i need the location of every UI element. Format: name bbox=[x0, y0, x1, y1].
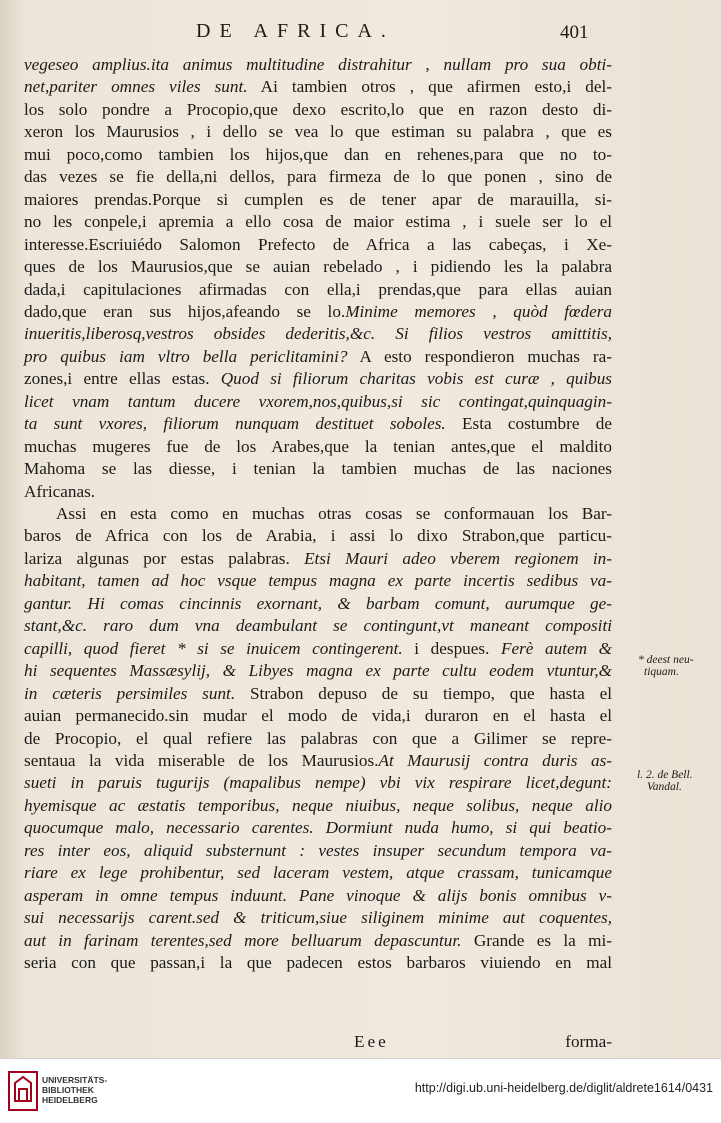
text-line bbox=[24, 413, 612, 435]
spanish-text: dado,que eran sus hijos,afeando se lo. bbox=[24, 301, 346, 321]
latin-quotation: in cæteris persimiles sunt. bbox=[24, 683, 236, 703]
latin-quotation: aut in farinam terentes,sed more belluarum depascuntur. bbox=[24, 930, 462, 950]
spanish-text: interesse.Escriuiédo Salomon Prefecto de Africa a las cabeças, i Xe- bbox=[24, 234, 612, 254]
margin-note-deest: * deest neu- tiquam. bbox=[638, 654, 694, 678]
text-line bbox=[24, 885, 612, 907]
text-line bbox=[24, 99, 612, 121]
spanish-text: dada,i capitulaciones afirmadas con ella,i prendas,que para ellas auian bbox=[24, 279, 612, 299]
text-line bbox=[24, 548, 612, 570]
signature-mark: Eee bbox=[354, 1032, 389, 1051]
latin-quotation: res inter eos, aliquid substernunt : vestes insuper secundum tempora va- bbox=[24, 840, 612, 860]
spanish-text: Esta costumbre de bbox=[445, 414, 612, 434]
latin-quotation: asperam in omne tempus induunt. Pane vinoque & alijs bonis omnibus v- bbox=[24, 885, 612, 905]
latin-quotation: sueti in paruis tugurijs (mapalibus nempe) vbi vix respirare licet,degunt: bbox=[24, 773, 612, 793]
spanish-text: de Procopio, el qual refiere las palabras con que a Gilimer se repre- bbox=[24, 728, 612, 748]
text-line bbox=[24, 166, 612, 188]
text-line bbox=[24, 256, 612, 278]
spanish-text: los solo pondre a Procopio,que dexo escrito,lo que en razon desto di- bbox=[24, 99, 612, 119]
latin-quotation: capilli, quod fieret * si se inuicem contingerent. bbox=[24, 638, 403, 658]
spanish-text: Strabon depuso de su tiempo, que hasta el bbox=[235, 683, 613, 703]
text-line bbox=[24, 368, 612, 390]
latin-quotation: Etsi Mauri adeo vberem regionem in- bbox=[304, 548, 612, 568]
text-line bbox=[24, 570, 612, 592]
latin-quotation: habitant, tamen ad hoc vsque tempus magna ex parte incertis sedibus va- bbox=[24, 571, 612, 591]
latin-quotation: At Maurusij contra duris as- bbox=[378, 750, 612, 770]
text-line bbox=[24, 54, 612, 76]
spanish-text: no les conpele,i apremia a ello cosa de maior estima , i suele ser lo el bbox=[24, 212, 612, 232]
text-line bbox=[24, 862, 612, 884]
source-url-link[interactable]: http://digi.ub.uni-heidelberg.de/diglit/aldrete1614/0431 bbox=[414, 1081, 713, 1095]
text-line bbox=[24, 481, 612, 503]
viewer-footer bbox=[0, 1058, 721, 1123]
latin-quotation: stant,&c. raro dum vna deambulant se contingunt,vt maneant compositi bbox=[24, 616, 612, 636]
text-line bbox=[24, 458, 612, 480]
spanish-text: lariza algunas por estas palabras. bbox=[24, 548, 305, 568]
text-line bbox=[24, 907, 612, 929]
text-line bbox=[24, 189, 612, 211]
university-seal-icon[interactable] bbox=[8, 1071, 38, 1111]
text-line bbox=[24, 279, 612, 301]
page-footer bbox=[24, 1032, 612, 1054]
spanish-text: A esto respondieron muchas ra- bbox=[347, 346, 613, 366]
latin-quotation: Ferè autem & bbox=[500, 638, 612, 658]
spanish-text: mui poco,como tambien los hijos,que dan en rehenes,para que no to- bbox=[24, 144, 612, 164]
spanish-text: i despues. bbox=[402, 638, 501, 658]
margin-note-bell-vandal: l. 2. de Bell. Vandal. bbox=[637, 769, 693, 793]
text-line bbox=[24, 750, 612, 772]
spanish-text: auian permanecido.sin mudar el modo de vida,i duraron en el hasta el bbox=[24, 706, 612, 726]
text-line bbox=[24, 346, 612, 368]
latin-quotation: gantur. Hi comas cincinnis exornant, & barbam comunt, aurumque ge- bbox=[24, 593, 612, 613]
spanish-text: muchas mugeres fue de los Arabes,que la tenian antes,que el maldito bbox=[24, 436, 612, 456]
spanish-text: Grande es la mi- bbox=[461, 930, 613, 950]
text-line bbox=[24, 76, 612, 98]
latin-quotation: vegeseo amplius.ita animus multitudine distrahitur , nullam pro sua obti- bbox=[24, 55, 612, 74]
catchword: forma- bbox=[565, 1032, 612, 1051]
latin-quotation: Quod si filiorum charitas vobis est curæ , quibus bbox=[220, 369, 612, 389]
spanish-text: xeron los Maurusios , i dello se vea lo que estiman su palabra , que es bbox=[24, 122, 612, 142]
text-line bbox=[24, 436, 612, 458]
spanish-text: zones,i entre ellas estas. bbox=[24, 369, 221, 389]
text-line bbox=[24, 930, 612, 952]
spanish-text: seria con que passan,i la que padecen estos barbaros viuiendo en mal bbox=[24, 953, 612, 972]
spanish-text: maiores prendas.Porque si cumplen es de tener apar de marauilla, si- bbox=[24, 189, 612, 209]
running-title: DE AFRICA. bbox=[196, 20, 395, 42]
text-line bbox=[24, 660, 612, 682]
spanish-text: Assi en esta como en muchas otras cosas se conformauan los Bar- bbox=[56, 504, 612, 523]
text-line bbox=[24, 525, 612, 547]
library-name[interactable]: UNIVERSITÄTS- BIBLIOTHEK HEIDELBERG bbox=[42, 1075, 108, 1105]
spanish-text: baros de Africa con los de Arabia, i assi lo dixo Strabon,que particu- bbox=[24, 526, 612, 546]
page-header bbox=[0, 20, 721, 50]
latin-quotation: pro quibus iam vltro bella periclitamini? bbox=[24, 346, 348, 366]
latin-quotation: quocumque malo, necessario carentes. Dormiunt nuda humo, si qui beatio- bbox=[24, 818, 612, 838]
text-line bbox=[24, 817, 612, 839]
text-line bbox=[24, 638, 612, 660]
text-line bbox=[24, 772, 612, 794]
latin-quotation: net,pariter omnes viles sunt. bbox=[24, 77, 248, 97]
text-line bbox=[24, 683, 612, 705]
latin-quotation: sui necessarijs carent.sed & triticum,siue siliginem minime aut coquentes, bbox=[24, 908, 612, 928]
spanish-text: Mahoma se las diesse, i tenian la tambien muchas de las naciones bbox=[24, 459, 612, 479]
text-line bbox=[24, 301, 612, 323]
text-line bbox=[24, 211, 612, 233]
latin-quotation: hyemisque ac æstatis temporibus, neque niuibus, neque solibus, neque alio bbox=[24, 795, 612, 815]
spanish-text: Africanas. bbox=[24, 481, 96, 501]
text-line bbox=[24, 728, 612, 750]
text-line bbox=[24, 234, 612, 256]
text-line bbox=[24, 391, 612, 413]
spanish-text: sentaua la vida miserable de los Maurusios. bbox=[24, 750, 379, 770]
text-line bbox=[24, 615, 612, 637]
spanish-text: Ai tambien otros , que afirmen esto,i del- bbox=[247, 77, 612, 97]
text-line bbox=[24, 705, 612, 727]
text-line bbox=[24, 144, 612, 166]
latin-quotation: hi sequentes Massæsylij, & Libyes magna ex parte cultu eodem vtuntur,& bbox=[24, 661, 612, 681]
text-line bbox=[24, 593, 612, 615]
latin-quotation: riare ex lege prohibentur, sed laceram vestem, atque crassam, tunicamque bbox=[24, 863, 612, 883]
text-line bbox=[24, 840, 612, 862]
text-line bbox=[24, 795, 612, 817]
spanish-text: ques de los Maurusios,que se auian rebelado , i pidiendo les la palabra bbox=[24, 257, 612, 277]
latin-quotation: inueritis,liberosq,vestros obsides dederitis,&c. Si filios vestros amittitis, bbox=[24, 324, 612, 344]
page-number: 401 bbox=[560, 22, 589, 43]
text-line bbox=[56, 503, 612, 525]
text-line bbox=[24, 952, 612, 974]
latin-quotation: licet vnam tantum ducere vxorem,nos,quibus,si sic contingat,quinquagin- bbox=[24, 391, 612, 411]
text-line bbox=[24, 121, 612, 143]
latin-quotation: ta sunt vxores, filiorum nunquam destituet soboles. bbox=[24, 414, 446, 434]
latin-quotation: Minime memores , quòd fœdera bbox=[345, 301, 612, 321]
spanish-text: das vezes se fie della,ni dellos, para firmeza de lo que ponen , sino de bbox=[24, 167, 612, 187]
text-line bbox=[24, 323, 612, 345]
